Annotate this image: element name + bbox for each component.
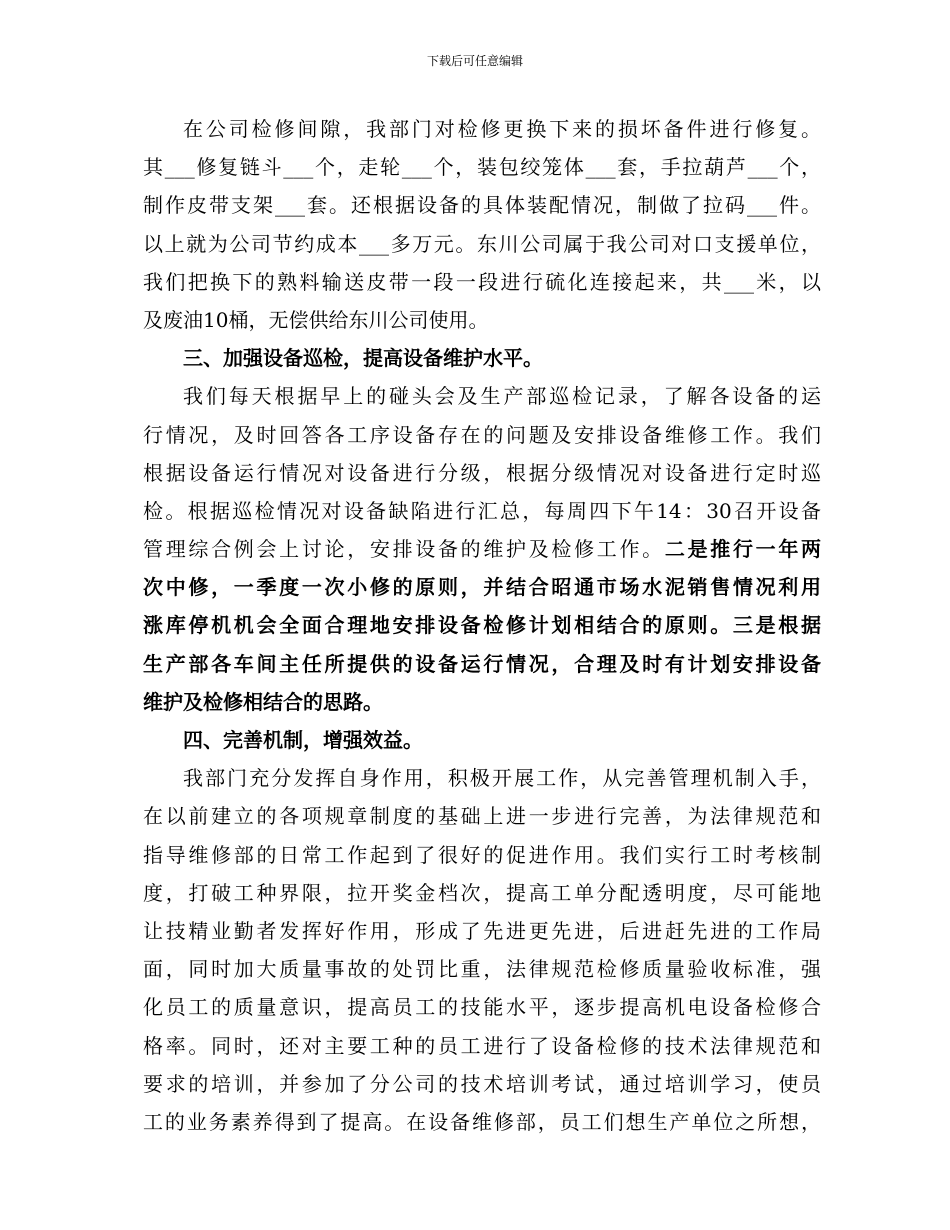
text-line: [143, 912, 821, 950]
text-line: [143, 1065, 821, 1103]
text-line-content: 以上就为公司节约成本___多万元。东川公司属于我公司对口支援单位，: [143, 231, 821, 256]
text-line: [143, 645, 821, 683]
text-line: [143, 454, 821, 492]
text-line: [143, 492, 821, 530]
text-line: [143, 950, 821, 988]
text-line-content: 维护及检修相结合的思路。: [143, 689, 383, 714]
text-line-content: 度，打破工种界限，拉开奖金档次，提高工单分配透明度，尽可能地: [143, 880, 821, 905]
text-line-content: 检。根据巡检情况对设备缺陷进行汇总，每周四下午14：30召开设备: [143, 498, 821, 523]
text-line: [143, 836, 821, 874]
text-line: [143, 988, 821, 1026]
text-line-content: 在以前建立的各项规章制度的基础上进一步进行完善，为法律规范和: [143, 804, 821, 829]
text-line-content: 生产部各车间主任所提供的设备运行情况，合理及时有计划安排设备: [143, 651, 821, 676]
text-line: [143, 759, 821, 797]
text-line-content: 及废油10桶，无偿供给东川公司使用。: [143, 307, 489, 332]
text-line-content: 我部门充分发挥自身作用，积极开展工作，从完善管理机制入手，: [183, 766, 821, 791]
text-line-content: 三、加强设备巡检，提高设备维护水平。: [183, 346, 543, 371]
text-line: [143, 416, 821, 454]
text-line: [143, 874, 821, 912]
text-line-content: 根据设备运行情况对设备进行分级，根据分级情况对设备进行定时巡: [143, 460, 821, 485]
text-line-content: 四、完善机制，增强效益。: [183, 728, 423, 752]
text-line: [143, 530, 821, 568]
text-line: [143, 721, 821, 759]
text-line-content: 我们每天根据早上的碰头会及生产部巡检记录，了解各设备的运: [183, 384, 821, 409]
text-line-content: 格率。同时，还对主要工种的员工进行了设备检修的技术法律规范和: [143, 1033, 821, 1058]
text-line: [143, 339, 821, 377]
text-line-content: 次中修，一季度一次小修的原则，并结合昭通市场水泥销售情况利用: [143, 575, 821, 600]
text-line: [143, 568, 821, 606]
text-line-content: 面，同时加大质量事故的处罚比重，法律规范检修质量验收标准，强: [143, 957, 821, 982]
text-line-content: 工的业务素养得到了提高。在设备维修部，员工们想生产单位之所想，: [143, 1109, 821, 1134]
document-body: [143, 110, 821, 1141]
text-line: [143, 606, 821, 644]
text-line: [143, 148, 821, 186]
text-line: [143, 110, 821, 148]
text-line-content: 在公司检修间隙，我部门对检修更换下来的损坏备件进行修复。: [183, 117, 821, 141]
page-header: 下载后可任意编辑: [426, 54, 523, 68]
text-line: [143, 225, 821, 263]
text-line-content: 涨库停机机会全面合理地安排设备检修计划相结合的原则。三是根据: [143, 613, 821, 638]
text-line-content: 其___修复链斗___个，走轮___个，装包绞笼体___套，手拉葫芦___个，: [143, 155, 821, 180]
text-line-content: 行情况，及时回答各工序设备存在的问题及安排设备维修工作。我们: [143, 422, 821, 447]
text-line-content: 要求的培训，并参加了分公司的技术培训考试，通过培训学习，使员: [143, 1071, 821, 1096]
text-line-bold-tail: 二是推行一年两: [664, 537, 821, 562]
text-line-content: 指导维修部的日常工作起到了很好的促进作用。我们实行工时考核制: [143, 842, 821, 867]
text-line: [143, 1103, 821, 1141]
text-line-content: 管理综合例会上讨论，安排设备的维护及检修工作。: [143, 537, 665, 562]
text-line-content: 让技精业勤者发挥好作用，形成了先进更先进，后进赶先进的工作局: [143, 918, 821, 943]
text-line-content: 化员工的质量意识，提高员工的技能水平，逐步提高机电设备检修合: [143, 995, 821, 1020]
text-line: [143, 797, 821, 835]
text-line-content: 我们把换下的熟料输送皮带一段一段进行硫化连接起来，共___米，以: [143, 269, 821, 294]
text-line: [143, 377, 821, 415]
text-line: [143, 263, 821, 301]
text-line: [143, 1027, 821, 1065]
text-line: [143, 301, 821, 339]
text-line-content: 制作皮带支架___套。还根据设备的具体装配情况，制做了拉码___件。: [143, 193, 821, 218]
text-line: [143, 683, 821, 721]
text-line: [143, 186, 821, 224]
